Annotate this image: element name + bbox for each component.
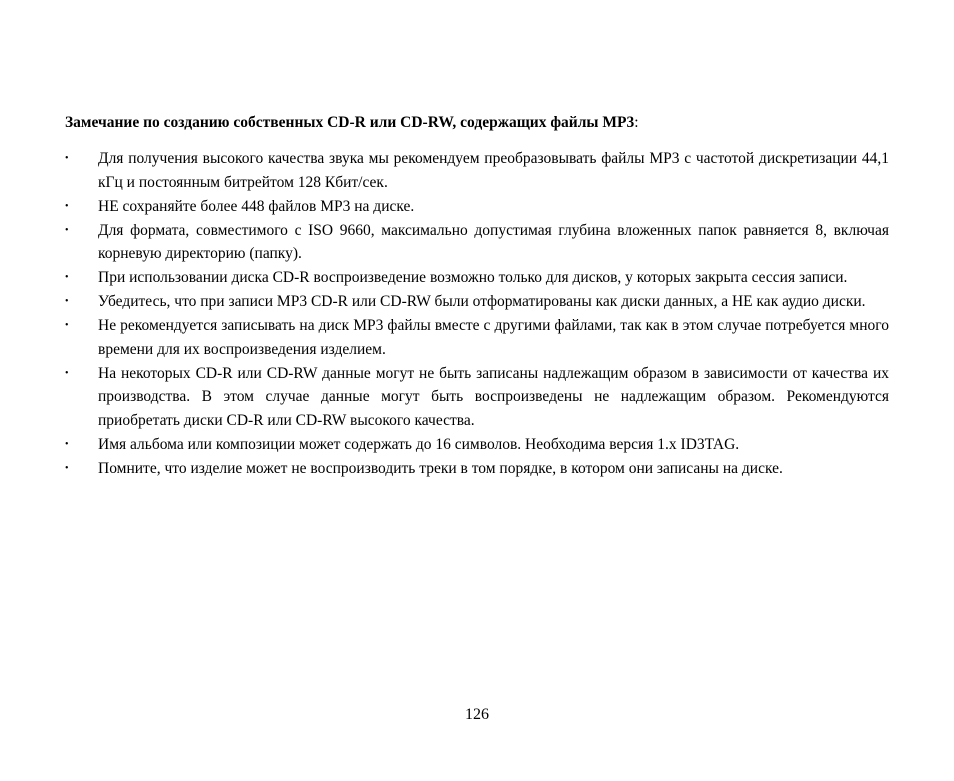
section-heading-title: Замечание по созданию собственных CD-R или CD-RW, содержащих файлы MP3 [65,114,635,131]
section-heading-colon: : [634,114,639,131]
note-text: Не рекомендуется записывать на диск MP3 файлы вместе с другими файлами, так как в этом случае потребуется много времени для их воспроизведения изделием. [98,317,889,358]
bullet-icon: • [65,153,69,164]
note-text: НЕ сохраняйте более 448 файлов MP3 на диске. [98,197,415,215]
page-number: 126 [465,706,489,723]
note-text: Имя альбома или композиции может содержать до 16 символов. Необходима версия 1.x ID3TAG. [98,435,740,453]
note-text: Помните, что изделие может не воспроизводить треки в том порядке, в котором они записаны на диске. [98,459,783,477]
list-item [65,457,889,481]
bullet-icon: • [65,296,69,307]
bullet-icon: • [65,438,69,450]
list-item [65,266,889,290]
notes-list [65,147,889,481]
note-text: На некоторых CD-R или CD-RW данные могут не быть записаны надлежащим образом в зависимости от качества их производства. В этом случае данные могут быть воспроизведены не надлежащим образом. Рекомендуются приобретать диски CD-R или CD-RW высокого качества. [98,364,889,429]
list-item [65,195,889,219]
note-text: При использовании диска CD-R воспроизведение возможно только для дисков, у которых закрыта сессия записи. [98,269,848,286]
section-heading [65,112,895,134]
list-item [65,219,889,266]
note-text: Для получения высокого качества звука мы рекомендуем преобразовывать файлы MP3 с частотой дискретизации 44,1 кГц и постоянным битрейтом 128 Кбит/сек. [98,150,889,191]
list-item [65,290,889,314]
list-item [65,433,889,457]
bullet-icon: • [65,320,69,331]
bullet-icon: • [65,272,69,283]
bullet-icon: • [65,462,69,474]
note-text: Убедитесь, что при записи MP3 CD-R или CD-RW были отформатированы как диски данных, а НЕ как аудио диски. [98,293,866,310]
list-item [65,147,889,194]
note-text: Для формата, совместимого с ISO 9660, максимально допустимая глубина вложенных папок равняется 8, включая корневую директорию (папку). [98,221,889,262]
bullet-icon: • [65,367,69,379]
bullet-icon: • [65,200,69,212]
bullet-icon: • [65,224,69,236]
list-item [65,314,889,361]
list-item [65,362,889,433]
